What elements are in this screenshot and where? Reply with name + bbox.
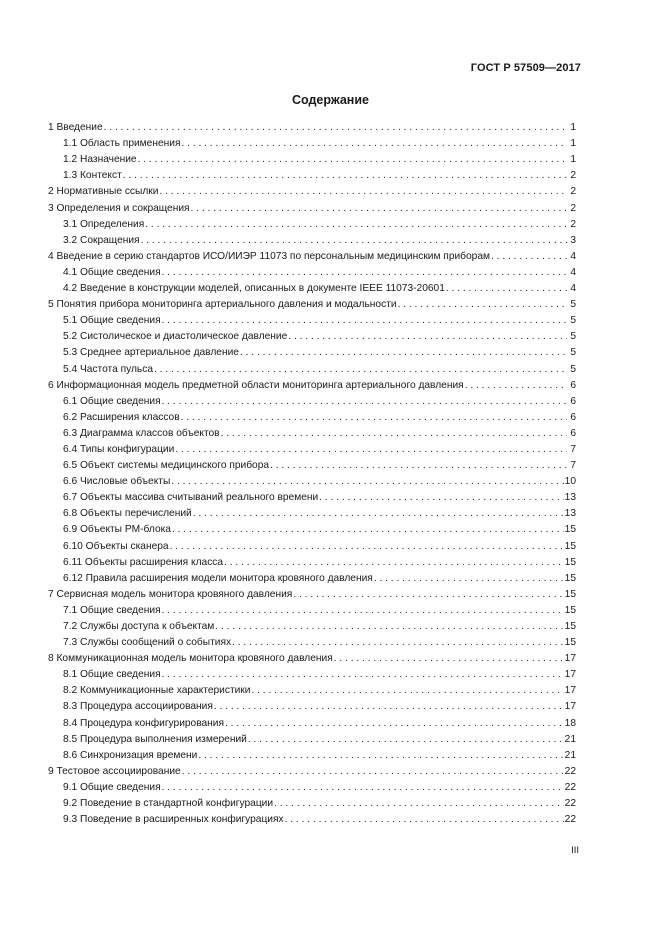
- toc-entry-page: 22: [564, 814, 576, 826]
- toc-entry-label: 3 Определения и сокращения: [48, 202, 190, 214]
- toc-entry[interactable]: [48, 198, 576, 214]
- toc-entry[interactable]: [48, 730, 576, 746]
- toc-entry[interactable]: [48, 665, 576, 681]
- toc-entry-page: 22: [564, 765, 576, 777]
- toc-entry-page: 5: [570, 347, 576, 359]
- toc-entry[interactable]: [48, 376, 576, 392]
- toc-leader-dots: [491, 251, 567, 263]
- toc-entry[interactable]: [48, 472, 576, 488]
- toc-entry-label: 6.11 Объекты расширения класса: [63, 556, 224, 568]
- toc-entry[interactable]: [48, 778, 576, 794]
- toc-leader-dots: [214, 701, 564, 713]
- toc-entry[interactable]: [48, 263, 576, 279]
- toc-entry-label: 1 Введение: [48, 122, 103, 134]
- toc-entry-page: 4: [570, 283, 576, 295]
- toc-entry[interactable]: [48, 569, 576, 585]
- toc-leader-dots: [162, 315, 567, 327]
- toc-entry-page: 1: [570, 138, 576, 150]
- toc-entry-page: 5: [570, 331, 576, 343]
- toc-entry-page: 13: [564, 508, 576, 520]
- toc-entry-page: 17: [564, 653, 576, 665]
- toc-entry[interactable]: [48, 215, 576, 231]
- toc-entry[interactable]: [48, 681, 576, 697]
- toc-entry-label: 6.10 Объекты сканера: [63, 540, 169, 552]
- toc-entry-page: 4: [570, 250, 576, 262]
- toc-leader-dots: [319, 492, 563, 504]
- toc-entry-label: 8.1 Общие сведения: [63, 669, 161, 681]
- toc-leader-dots: [221, 428, 567, 440]
- toc-leader-dots: [198, 750, 563, 762]
- toc-leader-dots: [145, 219, 567, 231]
- toc-entry-label: 4.1 Общие сведения: [63, 266, 161, 278]
- toc-leader-dots: [181, 412, 567, 424]
- toc-entry[interactable]: [48, 810, 576, 826]
- toc-entry-label: 8.2 Коммуникационные характеристики: [63, 685, 251, 697]
- toc-leader-dots: [240, 347, 567, 359]
- toc-entry-label: 3.2 Сокращения: [63, 234, 140, 246]
- toc-leader-dots: [225, 718, 564, 730]
- toc-entry-label: 6.3 Диаграмма классов объектов: [63, 427, 220, 439]
- toc-entry-label: 2 Нормативные ссылки: [48, 186, 159, 198]
- toc-entry-label: 6 Информационная модель предметной области мониторинга артериального давления: [48, 379, 464, 391]
- toc-entry[interactable]: [48, 134, 576, 150]
- toc-leader-dots: [446, 283, 567, 295]
- toc-leader-dots: [171, 476, 563, 488]
- toc-leader-dots: [123, 170, 567, 182]
- toc-entry-page: 22: [564, 798, 576, 810]
- toc-entry[interactable]: [48, 182, 576, 198]
- toc-entry-page: 2: [570, 170, 576, 182]
- toc-leader-dots: [162, 267, 567, 279]
- toc-entry[interactable]: [48, 327, 576, 343]
- toc-entry-label: 5.2 Систолическое и диастолическое давление: [63, 331, 288, 343]
- toc-leader-dots: [162, 396, 567, 408]
- toc-entry-page: 15: [564, 540, 576, 552]
- toc-entry[interactable]: [48, 617, 576, 633]
- toc-entry[interactable]: [48, 553, 576, 569]
- toc-leader-dots: [159, 186, 567, 198]
- table-of-contents: [48, 118, 576, 826]
- toc-entry-page: 15: [564, 572, 576, 584]
- toc-leader-dots: [162, 782, 564, 794]
- toc-leader-dots: [162, 669, 564, 681]
- toc-entry[interactable]: [48, 359, 576, 375]
- toc-entry[interactable]: [48, 231, 576, 247]
- toc-leader-dots: [334, 653, 564, 665]
- toc-leader-dots: [182, 766, 564, 778]
- toc-entry-label: 8.5 Процедура выполнения измерений: [63, 733, 247, 745]
- toc-entry-page: 15: [564, 637, 576, 649]
- toc-entry[interactable]: [48, 311, 576, 327]
- toc-leader-dots: [170, 541, 564, 553]
- toc-entry-label: 7.3 Службы сообщений о событиях: [63, 637, 232, 649]
- toc-leader-dots: [398, 299, 567, 311]
- toc-leader-dots: [465, 380, 567, 392]
- toc-entry-label: 4.2 Введение в конструкции моделей, описанных в документе IEEE 11073-20601: [63, 283, 445, 295]
- toc-entry[interactable]: [48, 536, 576, 552]
- toc-entry[interactable]: [48, 520, 576, 536]
- toc-entry-page: 6: [570, 379, 576, 391]
- toc-entry[interactable]: [48, 456, 576, 472]
- toc-entry-label: 1.3 Контекст: [63, 170, 122, 182]
- toc-entry[interactable]: [48, 295, 576, 311]
- toc-entry-label: 1.2 Назначение: [63, 154, 137, 166]
- toc-entry-page: 10: [564, 476, 576, 488]
- toc-leader-dots: [191, 203, 567, 215]
- toc-leader-dots: [374, 573, 564, 585]
- toc-entry-page: 21: [564, 749, 576, 761]
- toc-entry-page: 17: [564, 701, 576, 713]
- toc-entry-label: 6.6 Числовые объекты: [63, 476, 171, 488]
- toc-leader-dots: [104, 122, 567, 134]
- toc-entry-label: 4 Введение в серию стандартов ИСО/ИИЭР 11073 по персональным медицинским приборам: [48, 250, 491, 262]
- toc-entry-label: 1.1 Область применения: [63, 138, 181, 150]
- toc-entry-page: 7: [570, 460, 576, 472]
- toc-entry-page: 7: [570, 443, 576, 455]
- toc-entry-label: 5 Понятия прибора мониторинга артериального давления и модальности: [48, 299, 397, 311]
- toc-entry-label: 6.2 Расширения классов: [63, 411, 180, 423]
- toc-entry[interactable]: [48, 392, 576, 408]
- toc-entry-label: 7.1 Общие сведения: [63, 604, 161, 616]
- toc-leader-dots: [181, 138, 567, 150]
- toc-entry-page: 15: [564, 556, 576, 568]
- toc-entry-label: 9.1 Общие сведения: [63, 781, 161, 793]
- toc-entry[interactable]: [48, 440, 576, 456]
- toc-leader-dots: [251, 685, 563, 697]
- page-number: III: [571, 845, 579, 856]
- toc-leader-dots: [162, 605, 564, 617]
- toc-leader-dots: [288, 331, 567, 343]
- toc-entry-page: 15: [564, 588, 576, 600]
- toc-entry-label: 3.1 Определения: [63, 218, 145, 230]
- toc-entry[interactable]: [48, 247, 576, 263]
- toc-leader-dots: [172, 524, 564, 536]
- toc-leader-dots: [138, 154, 567, 166]
- toc-entry[interactable]: [48, 649, 576, 665]
- toc-entry-page: 1: [570, 154, 576, 166]
- toc-entry-label: 6.9 Объекты PM-блока: [63, 524, 171, 536]
- toc-entry[interactable]: [48, 504, 576, 520]
- toc-entry[interactable]: [48, 408, 576, 424]
- toc-entry[interactable]: [48, 279, 576, 295]
- toc-entry-page: 2: [570, 202, 576, 214]
- toc-entry[interactable]: [48, 488, 576, 504]
- toc-entry-label: 9.3 Поведение в расширенных конфигурациях: [63, 814, 284, 826]
- toc-entry-page: 6: [570, 411, 576, 423]
- toc-entry-label: 7 Сервисная модель монитора кровяного давления: [48, 588, 293, 600]
- toc-entry-page: 13: [564, 492, 576, 504]
- toc-entry-page: 4: [570, 266, 576, 278]
- toc-entry-page: 17: [564, 669, 576, 681]
- toc-leader-dots: [248, 734, 564, 746]
- toc-leader-dots: [224, 557, 564, 569]
- toc-entry[interactable]: [48, 746, 576, 762]
- toc-leader-dots: [293, 589, 563, 601]
- toc-entry-page: 5: [570, 363, 576, 375]
- toc-leader-dots: [232, 637, 564, 649]
- toc-entry-label: 8 Коммуникационная модель монитора кровяного давления: [48, 653, 333, 665]
- toc-entry-page: 18: [564, 717, 576, 729]
- toc-entry-label: 9 Тестовое ассоциирование: [48, 765, 181, 777]
- toc-entry-label: 7.2 Службы доступа к объектам: [63, 621, 215, 632]
- toc-entry[interactable]: [48, 762, 576, 778]
- toc-leader-dots: [141, 235, 567, 247]
- toc-entry[interactable]: [48, 118, 576, 134]
- toc-entry-page: 17: [564, 685, 576, 697]
- toc-entry-page: 2: [570, 186, 576, 198]
- toc-entry[interactable]: [48, 166, 576, 182]
- toc-entry-page: 3: [570, 234, 576, 246]
- toc-entry-label: 6.5 Объект системы медицинского прибора: [63, 460, 270, 472]
- toc-entry-page: 5: [570, 315, 576, 327]
- toc-entry-page: 2: [570, 218, 576, 230]
- toc-entry-page: 15: [564, 621, 576, 632]
- toc-entry-page: 15: [564, 604, 576, 616]
- toc-entry-label: 5.4 Частота пульса: [63, 363, 153, 375]
- toc-leader-dots: [154, 364, 567, 376]
- toc-entry-label: 6.4 Типы конфигурации: [63, 443, 175, 455]
- toc-leader-dots: [193, 508, 564, 520]
- toc-entry-label: 8.6 Синхронизация времени: [63, 749, 198, 761]
- toc-entry-label: 6.7 Объекты массива считываний реального времени: [63, 492, 319, 504]
- toc-entry-label: 8.3 Процедура ассоциирования: [63, 701, 213, 713]
- toc-leader-dots: [270, 460, 567, 472]
- toc-entry-page: 6: [570, 395, 576, 407]
- toc-entry-label: 6.8 Объекты перечислений: [63, 508, 192, 520]
- toc-entry-page: 6: [570, 427, 576, 439]
- toc-entry[interactable]: [48, 633, 576, 649]
- toc-entry-label: 6.12 Правила расширения модели монитора кровяного давления: [63, 572, 373, 584]
- page-title: Содержание: [291, 93, 369, 107]
- toc-entry[interactable]: [48, 343, 576, 359]
- standard-designation: ГОСТ Р 57509—2017: [470, 62, 581, 74]
- toc-entry-label: 5.3 Среднее артериальное давление: [63, 347, 239, 359]
- toc-leader-dots: [285, 814, 564, 826]
- toc-leader-dots: [274, 798, 564, 810]
- toc-entry[interactable]: [48, 424, 576, 440]
- toc-leader-dots: [175, 444, 567, 456]
- toc-entry[interactable]: [48, 601, 576, 617]
- toc-entry[interactable]: [48, 794, 576, 810]
- toc-entry-page: 21: [564, 733, 576, 745]
- toc-entry[interactable]: [48, 150, 576, 166]
- toc-entry-page: 1: [570, 122, 576, 134]
- toc-entry[interactable]: [48, 585, 576, 601]
- toc-entry-page: 5: [570, 299, 576, 311]
- toc-leader-dots: [215, 621, 563, 633]
- toc-entry[interactable]: [48, 713, 576, 729]
- toc-entry-label: 6.1 Общие сведения: [63, 395, 161, 407]
- toc-entry[interactable]: [48, 697, 576, 713]
- toc-entry-page: 15: [564, 524, 576, 536]
- toc-entry-label: 5.1 Общие сведения: [63, 315, 161, 327]
- toc-entry-label: 9.2 Поведение в стандартной конфигурации: [63, 798, 274, 810]
- toc-entry-page: 22: [564, 781, 576, 793]
- toc-entry-label: 8.4 Процедура конфигурирования: [63, 717, 225, 729]
